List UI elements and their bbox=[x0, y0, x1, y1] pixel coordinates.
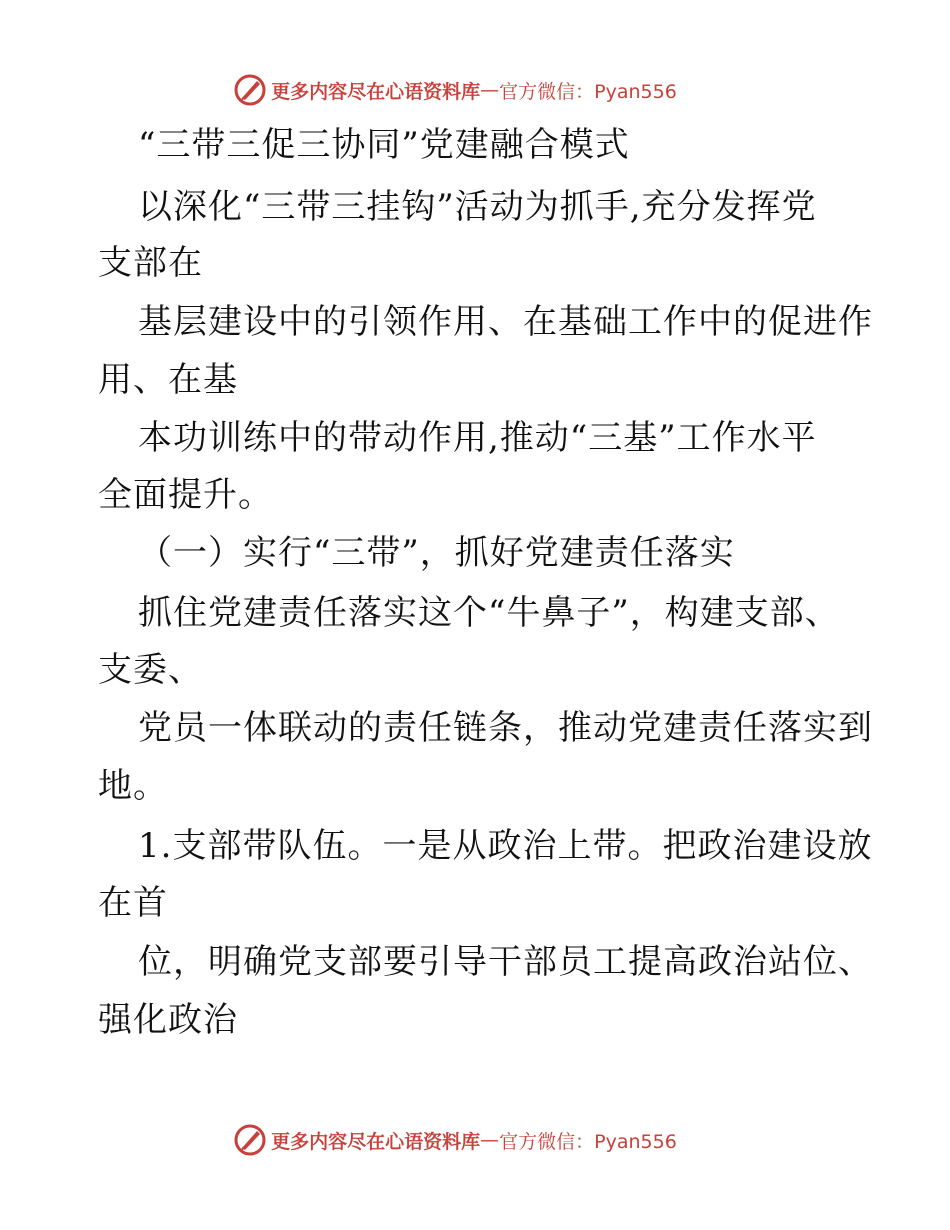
paragraph-line: 在首 bbox=[98, 883, 168, 923]
paragraph-line: 强化政治 bbox=[98, 1000, 238, 1040]
watermark-separator: — bbox=[480, 1129, 500, 1151]
paragraph-line: 党员一体联动的责任链条，推动党建责任落实到 bbox=[138, 708, 873, 748]
footer-watermark bbox=[0, 1120, 950, 1160]
paragraph-line: 支委、 bbox=[98, 650, 203, 690]
watermark-separator: — bbox=[480, 79, 500, 101]
paragraph-line: 全面提升。 bbox=[98, 475, 273, 515]
quill-pen-logo-icon bbox=[233, 1123, 267, 1157]
paragraph-line: 支部在 bbox=[98, 243, 203, 283]
section-heading: （一）实行“三带”，抓好党建责任落实 bbox=[138, 533, 735, 573]
watermark-contact: 官方微信：Pyan556 bbox=[499, 80, 677, 103]
watermark-brand: 更多内容尽在心语资料库 bbox=[271, 80, 481, 103]
watermark-brand: 更多内容尽在心语资料库 bbox=[271, 1130, 481, 1153]
document-title: “三带三促三协同”党建融合模式 bbox=[138, 125, 630, 165]
paragraph-line: 本功训练中的带动作用,推动“三基”工作水平 bbox=[138, 418, 817, 458]
paragraph-line: 位，明确党支部要引导干部员工提高政治站位、 bbox=[138, 942, 873, 982]
paragraph-line: 地。 bbox=[98, 766, 168, 806]
paragraph-line: 用、在基 bbox=[98, 360, 238, 400]
paragraph-line: 基层建设中的引领作用、在基础工作中的促进作 bbox=[138, 302, 873, 342]
paragraph-line: 抓住党建责任落实这个“牛鼻子”，构建支部、 bbox=[138, 593, 840, 633]
watermark-contact: 官方微信：Pyan556 bbox=[499, 1130, 677, 1153]
quill-pen-logo-icon bbox=[233, 73, 267, 107]
paragraph-line: 以深化“三带三挂钩”活动为抓手,充分发挥党 bbox=[138, 187, 817, 227]
paragraph-line: 1.支部带队伍。一是从政治上带。把政治建设放 bbox=[138, 826, 873, 866]
header-watermark bbox=[0, 70, 950, 110]
